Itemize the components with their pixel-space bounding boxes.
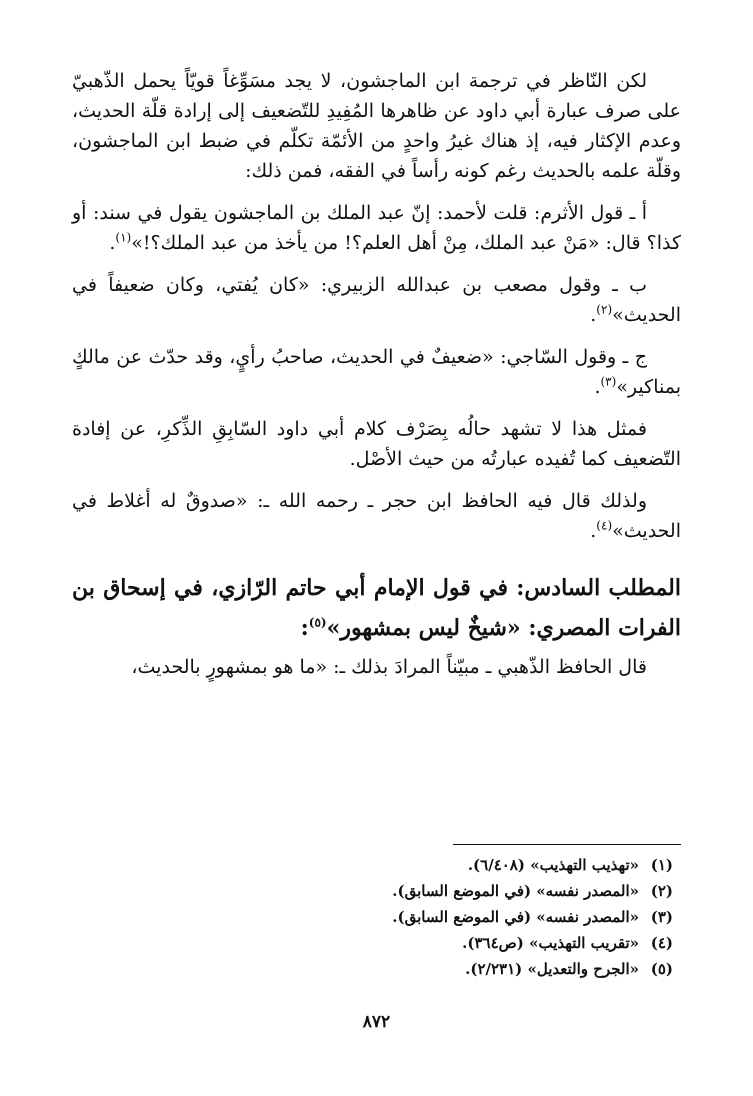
footnote-4 [80,930,673,956]
footnote-text: «تقريب التهذيب» (ص٣٦٤). [462,934,639,952]
paragraph-hafiz: ولذلك قال فيه الحافظ ابن حجر ـ رحمه الله ـ: «صدوقٌ له أغلاط في الحديث»$^{(٤)}$. [72,490,681,542]
footnote-number: (٤) [650,934,673,952]
footnote-number: (٢) [650,882,673,900]
footnote-ref-2[interactable]: (٢) [596,302,613,317]
footnote-ref-3[interactable]: (٣) [600,374,617,389]
section-heading [72,568,681,648]
list-item-b: ب ـ وقول مصعب بن عبدالله الزبيري: «كان يُفتي، وكان ضعيفاً في الحديث»$^{(٢)}$. [72,274,681,326]
paragraph-intro [72,66,681,186]
footnote-5 [80,956,673,982]
footnote-ref-1[interactable]: (١) [115,230,132,245]
list-item-c: ج ـ وقول السّاجي: «ضعيفٌ في الحديث، صاحبُ رأيٍ، وقد حدّث عن مالكٍ بمناكير»$^{(٣)}$. [72,346,681,398]
footnote-text: «تهذيب التهذيب» (٦/٤٠٨). [467,856,639,874]
footnote-number: (٣) [650,908,673,926]
main-text [72,66,681,682]
item-c-text: ج ـ وقول السّاجي: «ضعيفٌ في الحديث، صاحبُ رأيٍ، وقد حدّث عن مالكٍ بمناكير» [72,346,681,398]
footnote-text: «الجرح والتعديل» (٢/٢٣١). [465,960,639,978]
footnote-ref-4[interactable]: (٤) [596,518,613,533]
footnote-number: (٥) [650,960,673,978]
section-first-line: قال الحافظ الذّهبي ـ مبيّناً المرادَ بذلك ـ: «ما هو بمشهورٍ بالحديث، [131,656,647,678]
footnote-ref-5[interactable]: (٥) [308,615,327,630]
hafiz-text: ولذلك قال فيه الحافظ ابن حجر ـ رحمه الله ـ: «صدوقٌ له أغلاط في الحديث» [72,490,681,542]
conclusion-text: فمثل هذا لا تشهد حالُه بِصَرْف كلام أبي داود السّابِقِ الذِّكرِ، عن إفادة التّضعيف كما تُفيده عبارتُه من حيث الأصْل. [72,418,681,470]
intro-text: لكن النّاظر في ترجمة ابن الماجشون، لا يجد مسَوِّغاً قويّاً يحمل الذّهبيّ على صرف عبارة أبي داود عن ظاهرها المُفِيدِ للتّضعيف إلى إرادة قلّة الحديث، وعدم الإكثار فيه، إذ هناك غيرُ واحدٍ من الأئمّة تكلّم في ضبط ابن الماجشون، وقلّة علمه بالحديث رغم كونه رأساً في الفقه، فمن ذلك: [72,70,681,182]
paragraph-section-start [72,652,681,682]
footnote-3 [80,904,673,930]
heading-colon: : [300,615,309,641]
item-a-text: أ ـ قول الأثرم: قلت لأحمد: إنّ عبد الملك بن الماجشون يقول في سند: أو كذا؟ قال: «مَنْ عبد الملك، مِنْ أهل العلم؟! من يأخذ من عبد الملك؟!» [72,202,681,254]
footnote-2 [80,878,673,904]
footnote-1 [80,852,673,878]
section-heading-text: المطلب السادس: في قول الإمام أبي حاتم الرّازي، في إسحاق بن الفرات المصري: «شيخٌ ليس بمشهور» [72,575,681,641]
footnote-divider [453,844,681,845]
footnote-text: «المصدر نفسه» (في الموضع السابق). [392,908,639,926]
page-number: ٨٧٢ [362,1012,391,1032]
list-item-a: أ ـ قول الأثرم: قلت لأحمد: إنّ عبد الملك بن الماجشون يقول في سند: أو كذا؟ قال: «مَنْ عبد الملك، مِنْ أهل العلم؟! من يأخذ من عبد الملك؟!»$^{(١)}$. [72,202,681,254]
footnote-text: «المصدر نفسه» (في الموضع السابق). [392,882,639,900]
paragraph-conclusion [72,414,681,474]
footnotes [80,852,673,982]
item-b-text: ب ـ وقول مصعب بن عبدالله الزبيري: «كان يُفتي، وكان ضعيفاً في الحديث» [72,274,681,326]
footnote-number: (١) [650,856,673,874]
